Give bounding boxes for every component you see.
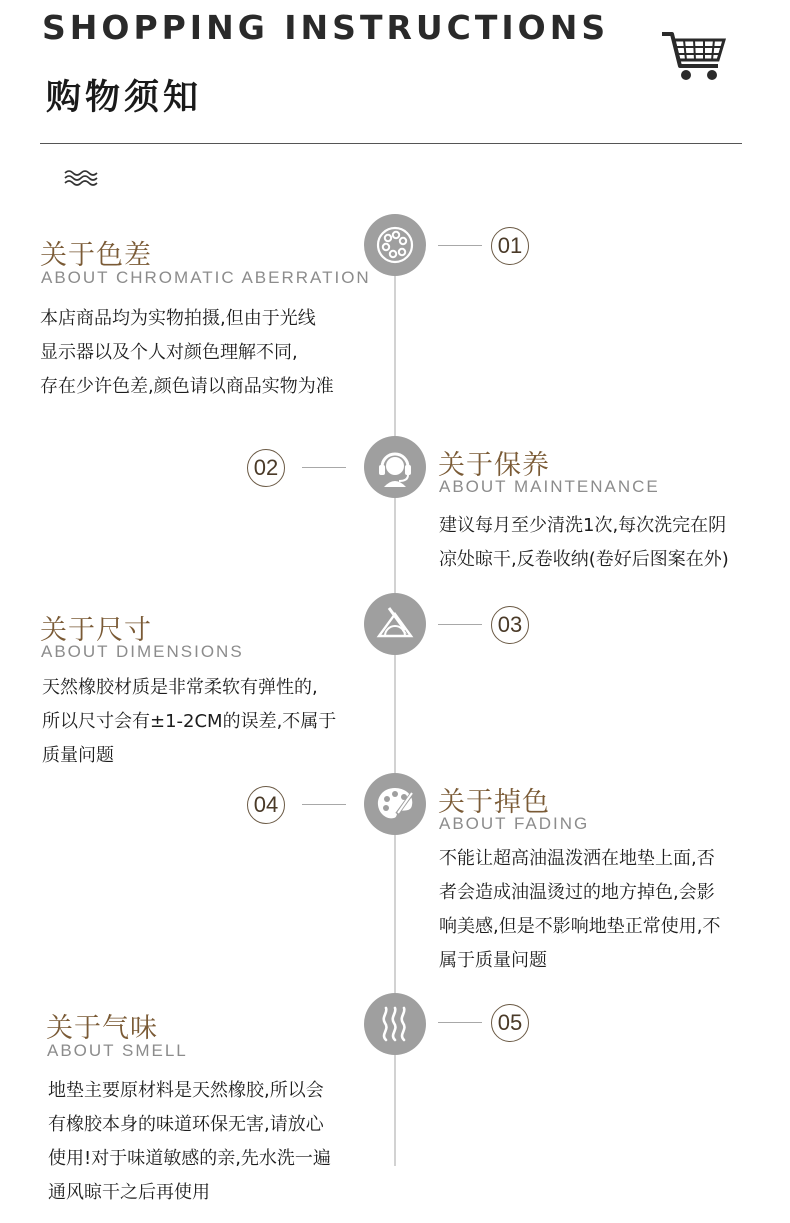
color-palette-icon [375,225,415,265]
section-1-number: 01 [491,227,529,265]
section-5-icon-circle [364,993,426,1055]
paint-palette-icon [375,784,415,824]
section-1-line-2: 显示器以及个人对颜色理解不同, [40,342,298,363]
shopping-cart-icon [660,28,728,84]
section-2-line-1: 建议每月至少清洗1次,每次洗完在阴 [439,515,727,536]
section-5-line-2: 有橡胶本身的味道环保无害,请放心 [48,1114,324,1135]
section-1-text [40,302,334,404]
section-2-line-2: 凉处晾干,反卷收纳(卷好后图案在外) [439,549,729,570]
section-3-title-cn: 关于尺寸 [40,615,152,646]
section-1-title-cn: 关于色差 [40,240,152,271]
section-5-line-4: 通风晾干之后再使用 [48,1182,210,1203]
section-3-title-en: ABOUT DIMENSIONS [41,642,244,661]
page-title-cn: 购物须知 [46,78,203,118]
section-2-title-cn: 关于保养 [438,450,550,481]
wave-icon [64,168,98,188]
section-4-title-cn: 关于掉色 [438,787,550,818]
section-2-icon-circle [364,436,426,498]
header-divider [40,143,742,144]
section-4-line-1: 不能让超高油温泼洒在地垫上面,否 [439,848,715,869]
section-4-line-2: 者会造成油温烫过的地方掉色,会影 [439,882,715,903]
section-5-line-1: 地垫主要原材料是天然橡胶,所以会 [48,1080,324,1101]
section-3-text [42,671,336,773]
section-2-text [439,509,729,577]
section-3-connector [438,624,482,625]
section-4-connector [302,804,346,805]
section-4-icon-circle [364,773,426,835]
section-5-title-en: ABOUT SMELL [47,1041,188,1060]
section-3-line-1: 天然橡胶材质是非常柔软有弹性的, [42,677,318,698]
section-2-connector [302,467,346,468]
section-4-line-3: 响美感,但是不影响地垫正常使用,不 [439,916,721,937]
section-5-number: 05 [491,1004,529,1042]
section-4-title-en: ABOUT FADING [439,814,590,833]
section-5-title-cn: 关于气味 [46,1013,158,1044]
headset-icon [375,447,415,487]
section-5-connector [438,1022,482,1023]
section-1-title-en: ABOUT CHROMATIC ABERRATION [41,268,371,287]
section-4-number: 04 [247,786,285,824]
section-2-title-en: ABOUT MAINTENANCE [439,477,660,496]
page-title-en: SHOPPING INSTRUCTIONS [42,8,610,47]
section-1-line-3: 存在少许色差,颜色请以商品实物为准 [40,376,334,397]
ruler-compass-icon [375,604,415,644]
section-2-number: 02 [247,449,285,487]
steam-icon [375,1004,415,1044]
section-3-icon-circle [364,593,426,655]
section-3-line-3: 质量问题 [42,745,114,766]
section-1-line-1: 本店商品均为实物拍摄,但由于光线 [40,308,316,329]
section-3-number: 03 [491,606,529,644]
section-1-connector [438,245,482,246]
section-4-text [439,842,720,978]
section-3-line-2: 所以尺寸会有±1-2CM的误差,不属于 [42,711,337,732]
section-5-line-3: 使用!对于味道敏感的亲,先水洗一遍 [48,1148,331,1169]
section-5-text [48,1074,331,1210]
section-1-icon-circle [364,214,426,276]
section-4-line-4: 属于质量问题 [439,950,547,971]
